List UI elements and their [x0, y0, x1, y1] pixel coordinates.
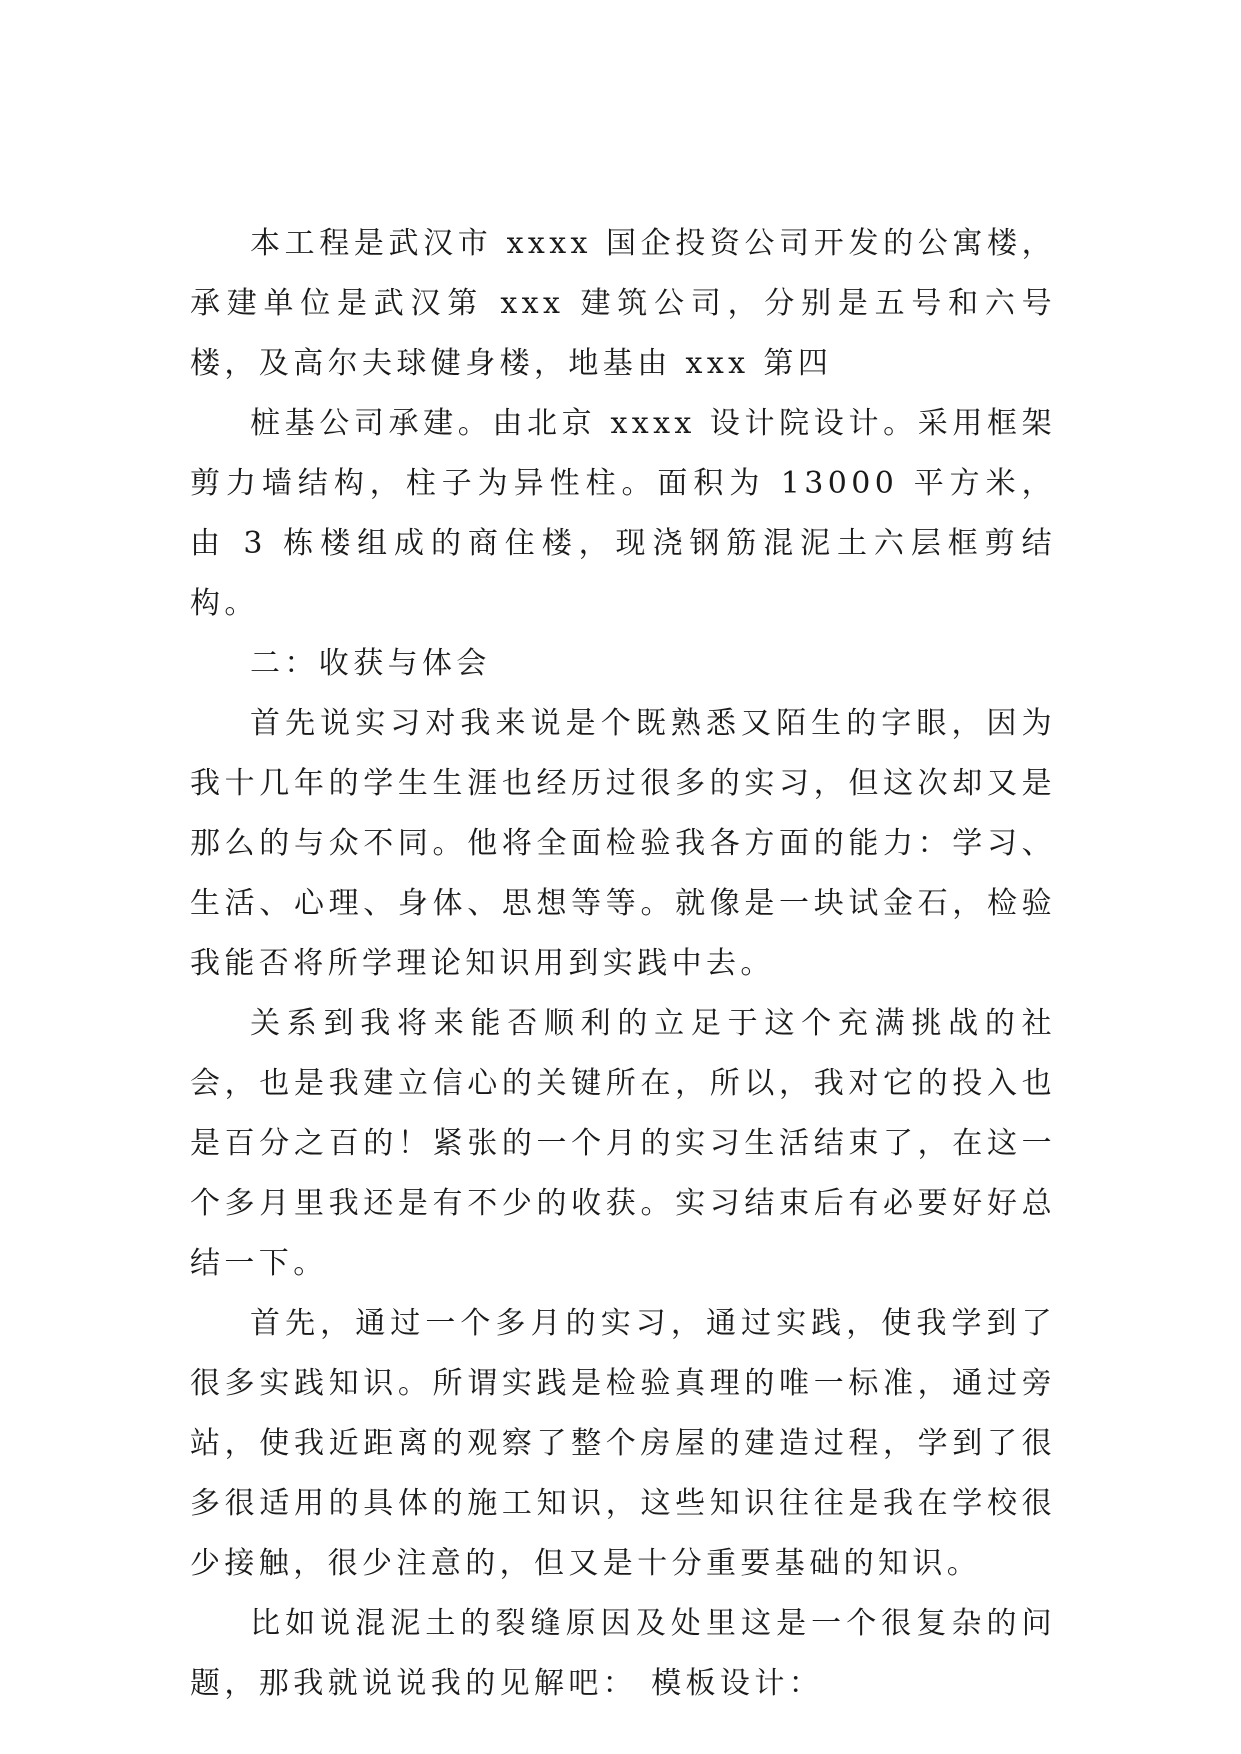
- paragraph-practical-knowledge: 首先，通过一个多月的实习，通过实践，使我学到了很多实践知识。所谓实践是检验真理的唯一标准，通过旁站，使我近距离的观察了整个房屋的建造过程，学到了很多很适用的具体的施工知识，这些知识往往是我在学校很少接触，很少注意的，但又是十分重要基础的知识。: [190, 1306, 1056, 1581]
- paragraph-internship-meaning: 首先说实习对我来说是个既熟悉又陌生的字眼，因为我十几年的学生生涯也经历过很多的实习，但这次却又是那么的与众不同。他将全面检验我各方面的能力：学习、生活、心理、身体、思想等等。就像是一块试金石，检验我能否将所学理论知识用到实践中去。: [190, 706, 1056, 981]
- paragraph-project-intro: 本工程是武汉市 xxxx 国企投资公司开发的公寓楼，承建单位是武汉第 xxx 建筑公司，分别是五号和六号楼，及高尔夫球健身楼，地基由 xxx 第四: [190, 226, 1056, 381]
- paragraph-concrete-cracks: 比如说混泥土的裂缝原因及处里这是一个很复杂的问题，那我就说说我的见解吧： 模板设计：: [190, 1606, 1056, 1701]
- document-body: [190, 214, 1056, 1714]
- paragraph-internship-importance: 关系到我将来能否顺利的立足于这个充满挑战的社会，也是我建立信心的关键所在，所以，我对它的投入也是百分之百的！紧张的一个月的实习生活结束了，在这一个多月里我还是有不少的收获。实习结束后有必要好好总结一下。: [190, 1006, 1056, 1281]
- section-heading-gains: 二：收获与体会: [250, 646, 491, 681]
- paragraph-project-structure: 桩基公司承建。由北京 xxxx 设计院设计。采用框架剪力墙结构，柱子为异性柱。面积为 13000 平方米，由 3 栋楼组成的商住楼，现浇钢筋混泥土六层框剪结构。: [190, 406, 1056, 621]
